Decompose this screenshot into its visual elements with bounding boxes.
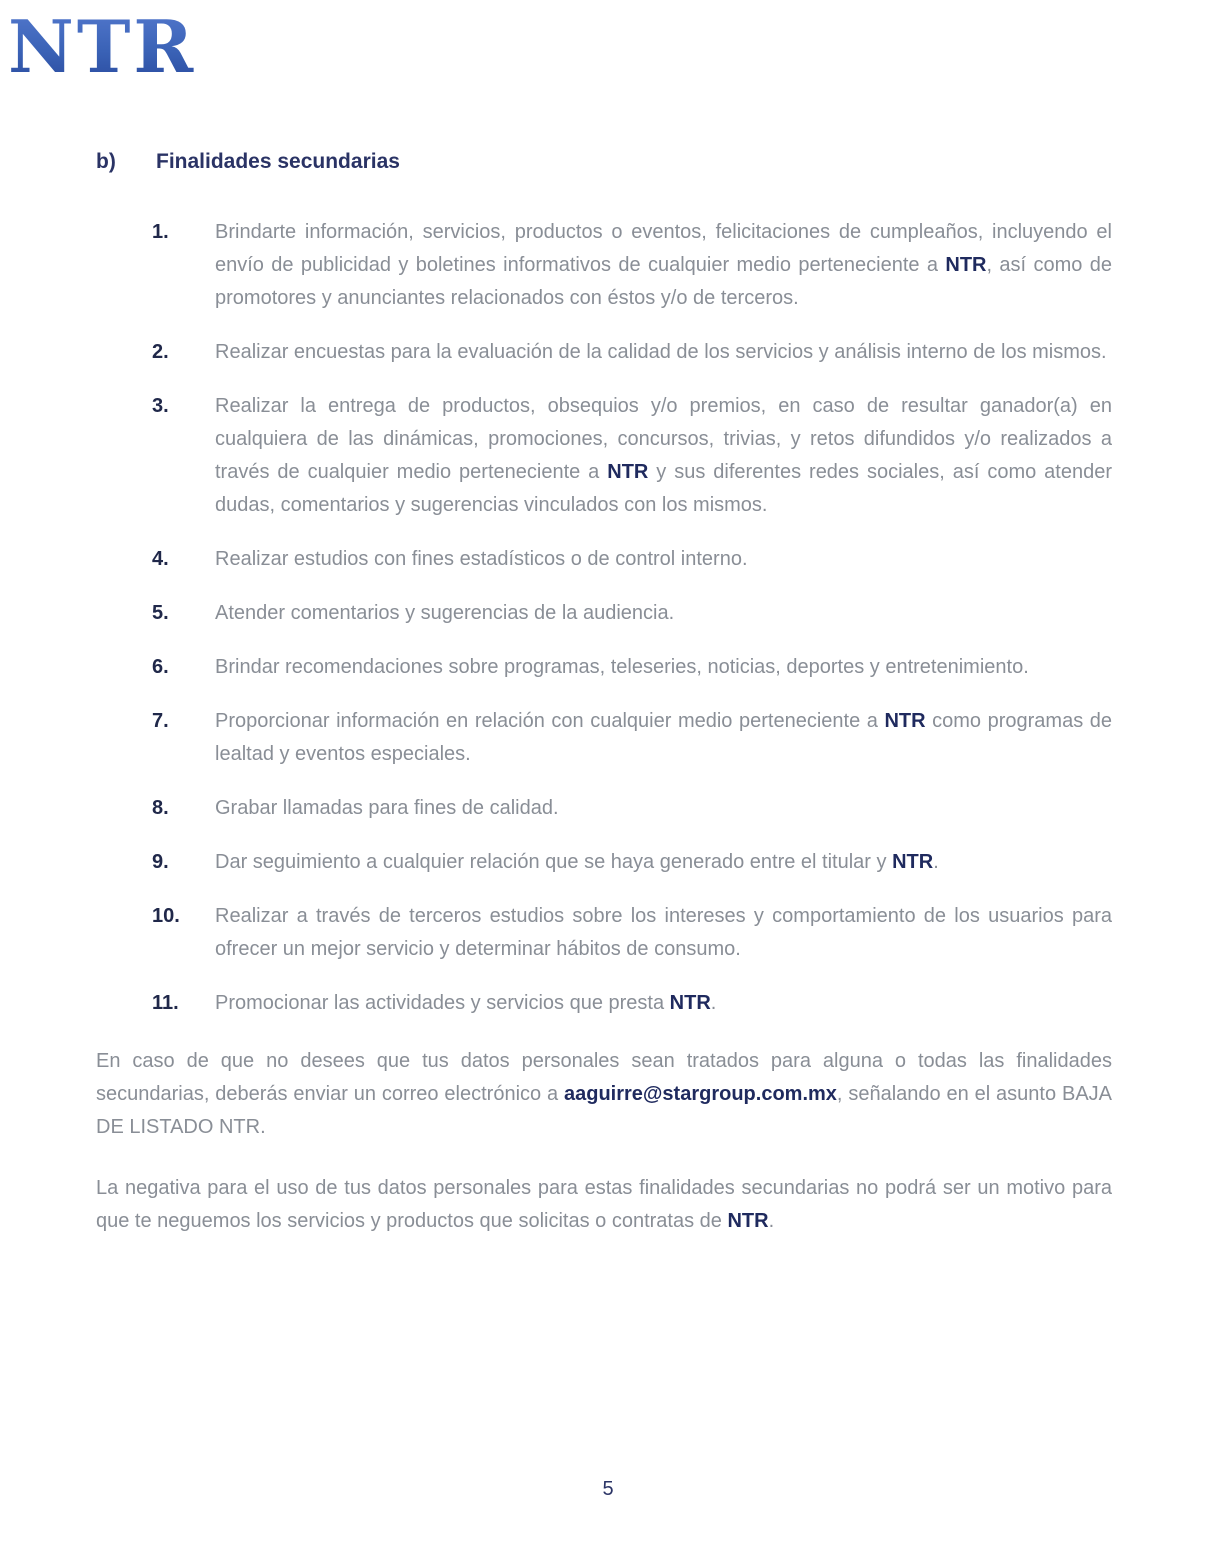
- closing-paragraphs: [96, 1045, 1112, 1238]
- list-item: [96, 543, 1112, 576]
- brand-bold-text: NTR: [607, 461, 649, 483]
- section-heading-title: Finalidades secundarias: [156, 150, 400, 173]
- paragraph: [96, 1172, 1112, 1238]
- list-item-text: [215, 846, 1112, 879]
- brand-bold-text: NTR: [892, 851, 934, 873]
- finalidades-list: [96, 216, 1112, 1020]
- list-item: [96, 987, 1112, 1020]
- list-item-number: 10.: [152, 905, 180, 927]
- list-item-number: 8.: [152, 797, 169, 819]
- body-text: Dar seguimiento a cualquier relación que se haya generado entre el titular y: [215, 851, 893, 873]
- list-item-text: [215, 987, 1112, 1020]
- body-text: Realizar encuestas para la evaluación de la calidad de los servicios y análisis interno de los mismos.: [215, 341, 1107, 363]
- list-item: [96, 216, 1112, 315]
- body-text: , señalando en el asunto BAJA DE LISTADO NTR.: [96, 1083, 1112, 1138]
- body-text: Realizar estudios con fines estadísticos o de control interno.: [215, 548, 748, 570]
- list-item: [96, 792, 1112, 825]
- list-item-text: [215, 390, 1112, 522]
- list-item-text: [215, 705, 1112, 771]
- list-item-number: 2.: [152, 341, 169, 363]
- brand-bold-text: aaguirre@stargroup.com.mx: [564, 1083, 837, 1105]
- body-text: La negativa para el uso de tus datos personales para estas finalidades secundarias no podrá ser un motivo para que te neguemos los servicios y productos que solicitas o contratas de: [96, 1177, 1112, 1232]
- brand-bold-text: NTR: [945, 254, 987, 276]
- brand-bold-text: NTR: [884, 710, 926, 732]
- body-text: como programas de lealtad y eventos especiales.: [215, 710, 1113, 765]
- body-text: .: [710, 992, 717, 1014]
- list-item-text: [215, 792, 1112, 825]
- list-item-text: [215, 543, 1112, 576]
- list-item-text: [215, 651, 1112, 684]
- list-item-text: [215, 597, 1112, 630]
- body-text: , así como de promotores y anunciantes relacionados con éstos y/o de terceros.: [215, 254, 1112, 309]
- list-item-number: 4.: [152, 548, 169, 570]
- body-text: En caso de que no desees que tus datos personales sean tratados para alguna o todas las finalidades secundarias, deberás enviar un correo electrónico a: [96, 1050, 1112, 1105]
- list-item: [96, 336, 1112, 369]
- page-number: 5: [602, 1478, 614, 1500]
- list-item-number: 1.: [152, 221, 169, 243]
- body-text: Brindarte información, servicios, productos o eventos, felicitaciones de cumpleaños, incluyendo el envío de publicidad y boletines informativos de cualquier medio perteneciente a: [215, 221, 1112, 276]
- document-content: [96, 145, 1112, 1266]
- list-item: [96, 651, 1112, 684]
- section-heading-marker: b): [96, 150, 116, 173]
- list-item-number: 5.: [152, 602, 169, 624]
- list-item-text: [215, 336, 1112, 369]
- body-text: Grabar llamadas para fines de calidad.: [215, 797, 559, 819]
- list-item-number: 9.: [152, 851, 169, 873]
- list-item: [96, 390, 1112, 522]
- body-text: Atender comentarios y sugerencias de la audiencia.: [215, 602, 675, 624]
- body-text: Brindar recomendaciones sobre programas, teleseries, noticias, deportes y entretenimiento.: [215, 656, 1029, 678]
- body-text: .: [933, 851, 939, 873]
- list-item: [96, 705, 1112, 771]
- paragraph: [96, 1045, 1112, 1144]
- body-text: Realizar a través de terceros estudios sobre los intereses y comportamiento de los usuarios para ofrecer un mejor servicio y determinar hábitos de consumo.: [215, 905, 1112, 960]
- body-text: y sus diferentes redes sociales, así como atender dudas, comentarios y sugerencias vinculados con los mismos.: [215, 461, 1113, 516]
- body-text: .: [768, 1210, 775, 1232]
- list-item-number: 3.: [152, 395, 169, 417]
- list-item-text: [215, 900, 1112, 966]
- list-item-number: 11.: [152, 992, 179, 1014]
- list-item: [96, 597, 1112, 630]
- list-item-number: 6.: [152, 656, 169, 678]
- body-text: Proporcionar información en relación con cualquier medio perteneciente a: [215, 710, 885, 732]
- body-text: Promocionar las actividades y servicios que presta: [215, 992, 670, 1014]
- section-heading: [96, 145, 1112, 178]
- list-item: [96, 846, 1112, 879]
- list-item: [96, 900, 1112, 966]
- body-text: Realizar la entrega de productos, obsequios y/o premios, en caso de resultar ganador(a) en cualquiera de las dinámicas, promociones, concursos, trivias, y retos difundidos y/o realizados a través de cualquier medio perteneciente a: [215, 395, 1112, 483]
- brand-bold-text: NTR: [727, 1210, 769, 1232]
- list-item-text: [215, 216, 1112, 315]
- list-item-number: 7.: [152, 710, 169, 732]
- ntr-logo: NTR: [8, 2, 196, 92]
- brand-bold-text: NTR: [669, 992, 711, 1014]
